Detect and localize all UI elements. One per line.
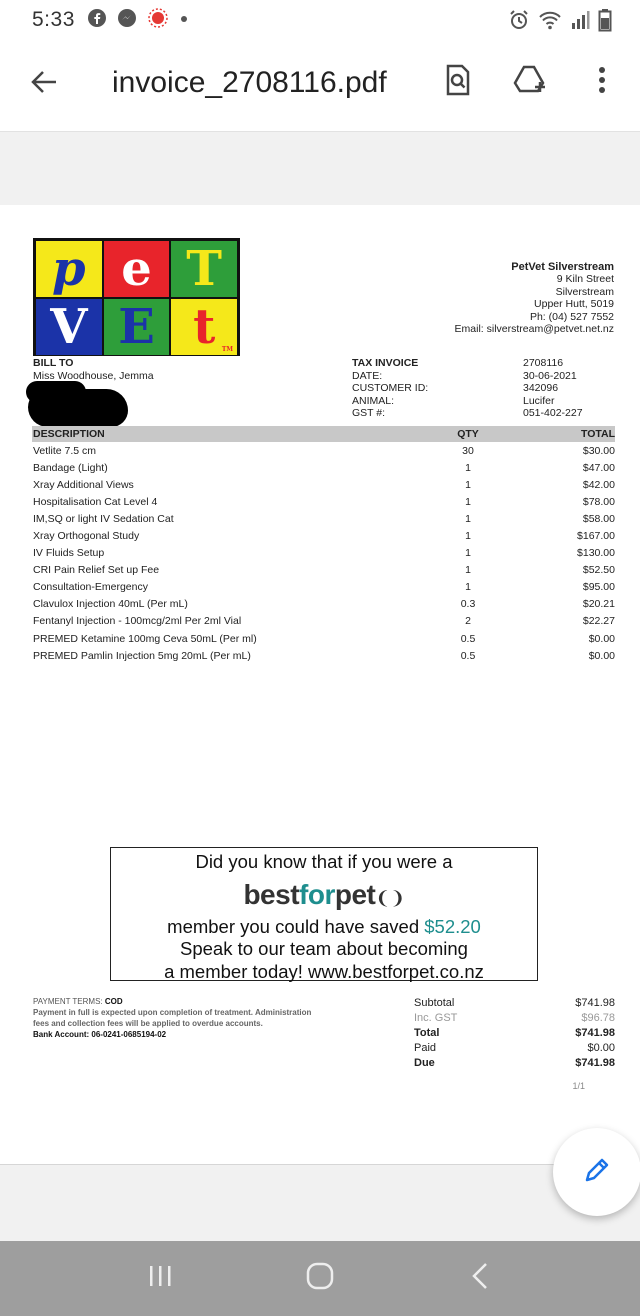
customer-id-label: CUSTOMER ID: [352, 382, 429, 394]
logo-tile: V [35, 298, 103, 356]
saved-amount: $52.20 [424, 915, 481, 937]
total-row: Total $741.98 [414, 1027, 615, 1039]
totals-block [414, 996, 615, 1071]
promo-line-1: Did you know that if you were a [195, 851, 453, 872]
bill-to [33, 357, 154, 382]
animal-label: ANIMAL: [352, 394, 395, 407]
promo-line-2: member you could have saved $52.20 [167, 915, 481, 937]
redaction-mark [28, 389, 128, 427]
invoice-date: 30-06-2021 [523, 369, 577, 382]
gst-row: Inc. GST $96.78 [414, 1012, 615, 1024]
bestforpet-promo [110, 847, 538, 981]
item-desc: Xray Additional Views [33, 478, 134, 491]
logo-tile: t TM [170, 298, 238, 356]
invoice-labels [352, 357, 428, 420]
payment-terms-value: COD [104, 997, 123, 1006]
bill-to-heading: BILL TO [33, 357, 74, 369]
table-row [32, 630, 615, 647]
logo-tile: e [103, 240, 171, 298]
date-label: DATE: [352, 369, 383, 382]
item-qty: 1 [465, 564, 471, 577]
customer-id: 342096 [523, 382, 559, 394]
item-total: $0.00 [588, 632, 615, 645]
payment-terms-label: PAYMENT TERMS: [33, 997, 103, 1006]
item-qty: 1 [465, 461, 471, 474]
tax-invoice-heading: TAX INVOICE [352, 357, 419, 369]
due-row: Due $741.98 [414, 1057, 615, 1069]
bestforpet-logo: bestforpet❨❩ [243, 878, 405, 910]
add-to-drive-button[interactable] [512, 64, 548, 100]
logo-tile: T [170, 240, 238, 298]
item-desc: Consultation-Emergency [33, 581, 148, 594]
home-icon [306, 1262, 334, 1295]
more-vert-icon [598, 66, 606, 99]
item-total: $167.00 [577, 530, 615, 543]
page-indicator: 1/1 [572, 1081, 585, 1091]
recent-apps-icon [147, 1264, 173, 1293]
status-bar [0, 0, 640, 40]
item-total: $78.00 [582, 495, 615, 508]
item-qty: 30 [462, 444, 474, 457]
edit-pencil-icon [582, 1155, 612, 1190]
table-row [32, 562, 615, 579]
item-qty: 1 [465, 512, 471, 525]
payment-terms [33, 996, 323, 1040]
subtotal-row: Subtotal $741.98 [414, 997, 615, 1009]
bill-to-name: Miss Woodhouse, Jemma [33, 369, 154, 382]
table-row [32, 459, 615, 476]
description-header: DESCRIPTION [33, 428, 105, 440]
screen-record-icon [147, 7, 169, 34]
item-total: $0.00 [588, 649, 615, 662]
add-to-drive-icon [513, 65, 547, 100]
table-row [32, 647, 615, 664]
animal-name: Lucifer [523, 394, 555, 407]
item-total: $58.00 [582, 512, 615, 525]
item-qty: 1 [465, 530, 471, 543]
recent-apps-button[interactable] [130, 1259, 190, 1299]
clinic-phone: Ph: (04) 527 7552 [529, 310, 614, 323]
item-qty: 1 [465, 581, 471, 594]
clinic-email: Email: silverstream@petvet.net.nz [454, 323, 614, 336]
item-qty: 1 [465, 495, 471, 508]
messenger-icon [117, 8, 137, 33]
item-qty: 1 [465, 547, 471, 560]
document-title: invoice_2708116.pdf [112, 66, 387, 99]
item-qty: 0.3 [460, 598, 476, 611]
item-total: $20.21 [582, 598, 615, 611]
payment-note: Payment in full is expected upon completion of treatment. Administration fees and collection fees will be applied to overdue accounts. [33, 1008, 312, 1028]
invoice-number: 2708116 [523, 357, 564, 369]
item-qty: 2 [465, 615, 471, 628]
more-options-button[interactable] [584, 64, 620, 100]
promo-line-3: Speak to our team about becoming [180, 938, 468, 959]
item-desc: Clavulox Injection 40mL (Per mL) [33, 598, 188, 611]
battery-icon [598, 8, 612, 37]
item-total: $52.50 [582, 564, 615, 577]
search-document-button[interactable] [440, 64, 476, 100]
item-qty: 0.5 [460, 649, 476, 662]
app-bar [0, 40, 640, 132]
bank-account: Bank Account: 06-0241-0685194-02 [33, 1030, 167, 1039]
alarm-icon [508, 9, 530, 36]
wifi-icon [538, 9, 562, 36]
search-document-icon [444, 64, 472, 101]
table-row [32, 596, 615, 613]
clinic-street: 9 Kiln Street [556, 273, 614, 286]
gst-number: 051-402-227 [523, 407, 583, 419]
item-total: $30.00 [582, 444, 615, 457]
table-row [32, 545, 615, 562]
logo-tile: E [103, 298, 171, 356]
item-total: $95.00 [582, 581, 615, 594]
total-header: TOTAL [580, 428, 615, 440]
item-desc: PREMED Ketamine 100mg Ceva 50mL (Per ml) [33, 632, 257, 645]
back-button[interactable] [26, 66, 62, 102]
status-time: 5:33 [32, 8, 75, 31]
item-qty: 0.5 [460, 632, 476, 645]
arrow-back-icon [30, 68, 58, 101]
pdf-page[interactable] [0, 205, 640, 1165]
item-desc: IM,SQ or light IV Sedation Cat [33, 512, 174, 525]
item-desc: Vetlite 7.5 cm [33, 444, 97, 457]
item-desc: IV Fluids Setup [33, 547, 105, 560]
item-total: $130.00 [577, 547, 615, 560]
back-nav-icon [471, 1262, 489, 1295]
signal-icon [570, 9, 590, 36]
item-desc: CRI Pain Relief Set up Fee [33, 564, 160, 577]
home-button[interactable] [290, 1259, 350, 1299]
table-row [32, 510, 615, 527]
item-desc: Fentanyl Injection - 100mcg/2ml Per 2ml Vial [33, 615, 242, 628]
item-total: $42.00 [582, 478, 615, 491]
clinic-address [455, 261, 614, 335]
item-qty: 1 [465, 478, 471, 491]
paid-row: Paid $0.00 [414, 1042, 615, 1054]
promo-line-4: a member today! www.bestforpet.co.nz [164, 960, 484, 982]
back-nav-button[interactable] [450, 1259, 510, 1299]
item-desc: Bandage (Light) [33, 461, 108, 474]
table-row [32, 442, 615, 459]
facebook-icon [87, 8, 107, 33]
table-row [32, 579, 615, 596]
navigation-bar [0, 1241, 640, 1316]
clinic-city: Upper Hutt, 5019 [534, 298, 614, 311]
table-row [32, 527, 615, 544]
table-row [32, 613, 615, 630]
item-desc: Hospitalisation Cat Level 4 [33, 495, 158, 508]
table-header [32, 426, 615, 442]
item-desc: Xray Orthogonal Study [33, 530, 140, 543]
item-desc: PREMED Pamlin Injection 5mg 20mL (Per mL) [33, 649, 251, 662]
table-row [32, 493, 615, 510]
edit-fab[interactable] [553, 1128, 640, 1216]
gst-label: GST #: [352, 407, 386, 419]
table-row [32, 476, 615, 493]
item-total: $47.00 [582, 461, 615, 474]
petvet-logo [33, 238, 240, 356]
dot-icon [179, 11, 189, 29]
line-items-table [32, 426, 615, 664]
clinic-suburb: Silverstream [555, 285, 614, 298]
item-total: $22.27 [582, 615, 615, 628]
qty-header: QTY [457, 428, 479, 440]
logo-tile: p [35, 240, 103, 298]
clinic-name: PetVet Silverstream [511, 261, 614, 273]
invoice-values [523, 357, 583, 420]
